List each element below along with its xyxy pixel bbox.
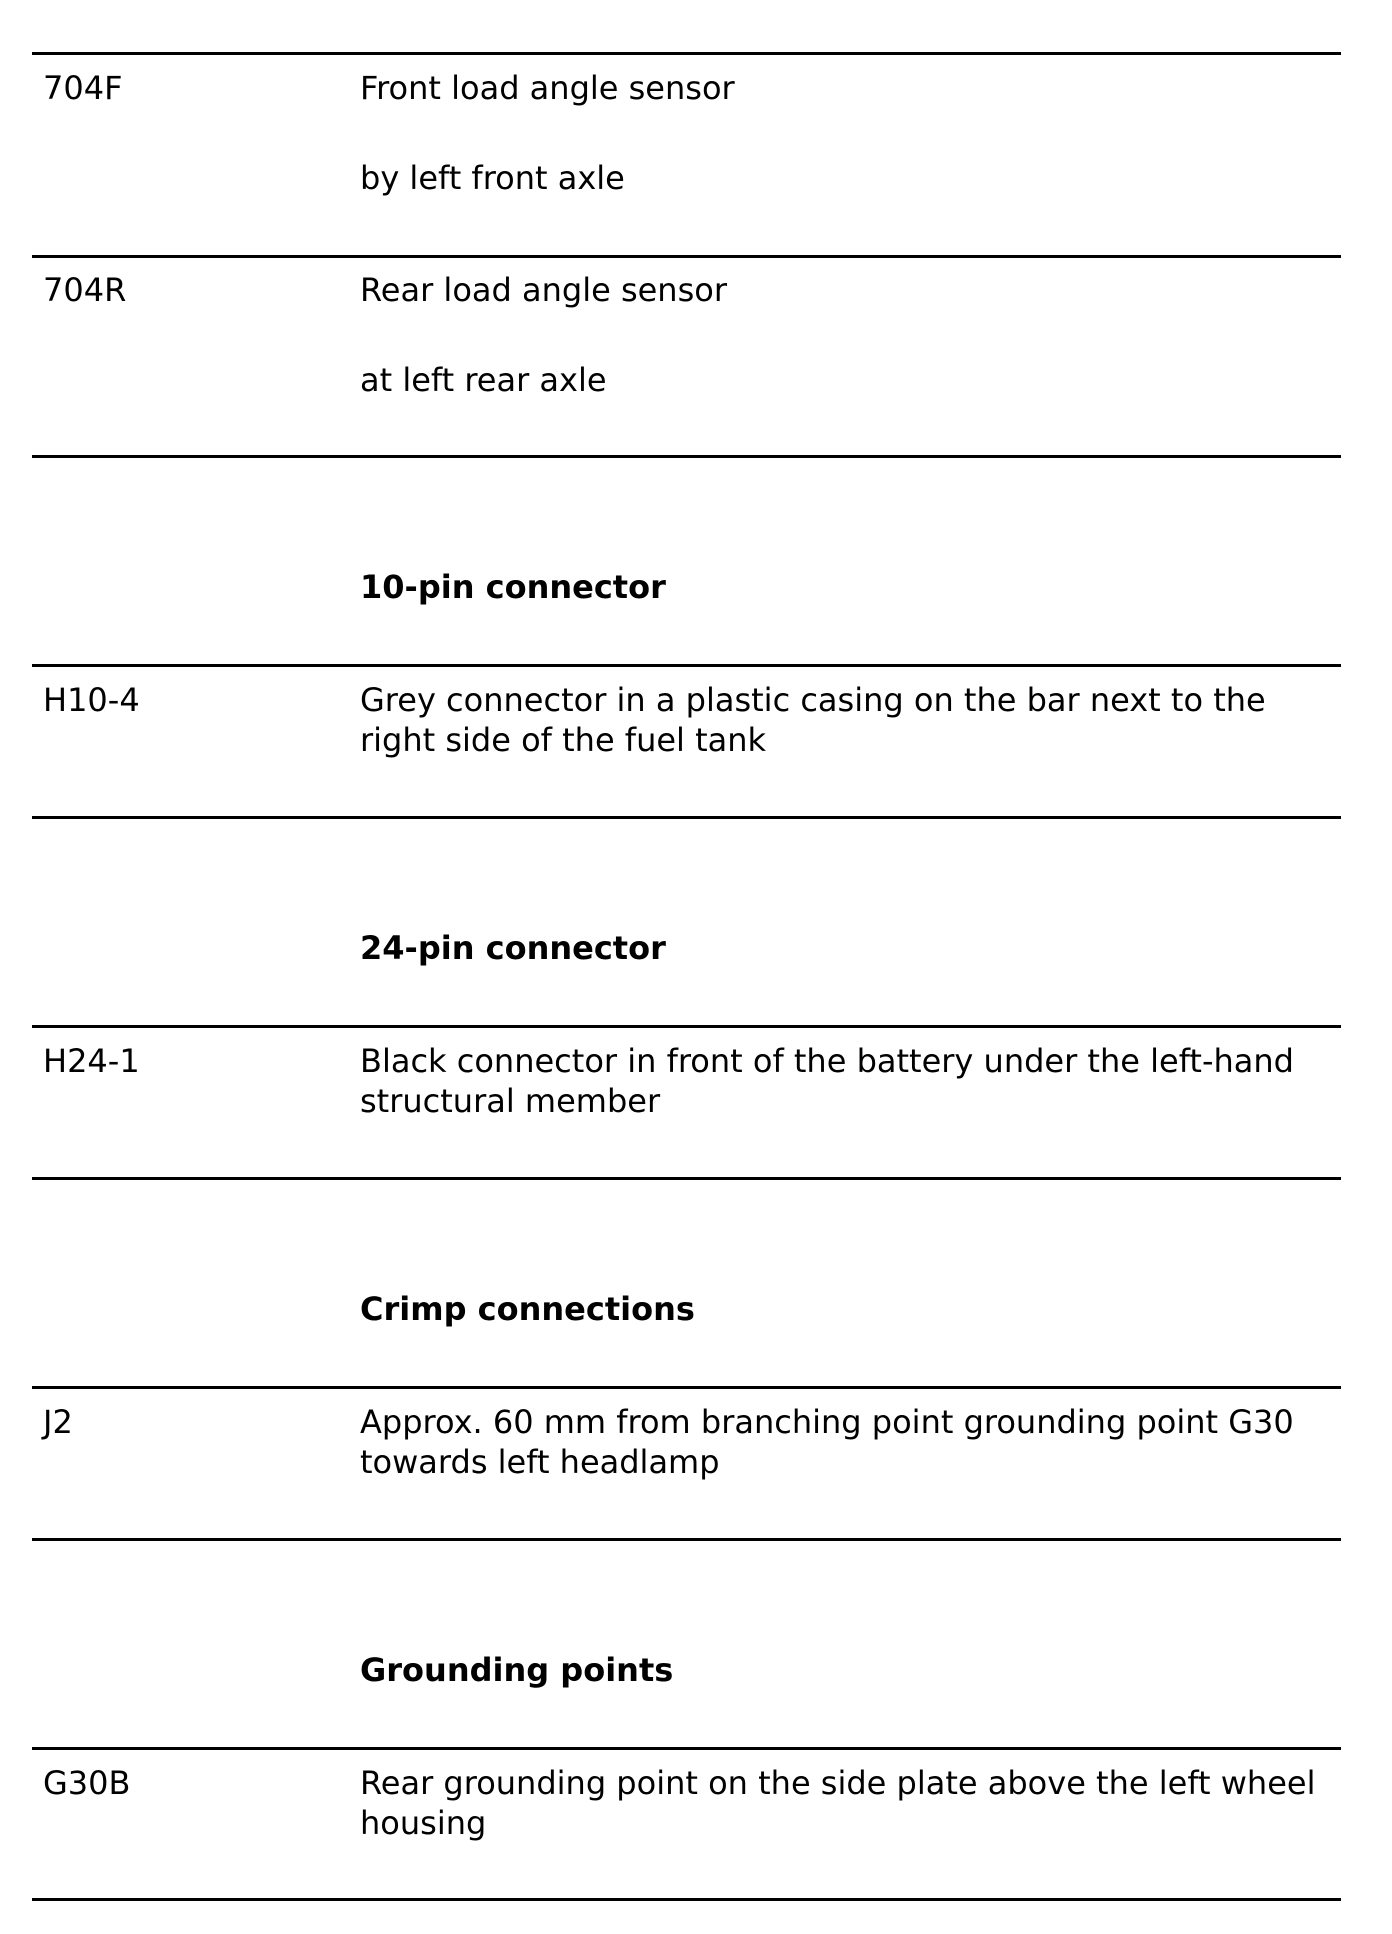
- table-divider: [32, 1538, 1341, 1541]
- table-divider: [32, 52, 1341, 55]
- component-code: H24-1: [43, 1042, 140, 1080]
- table-divider: [32, 664, 1341, 667]
- component-description: Approx. 60 mm from branching point grounding point G30 towards left headlamp: [360, 1403, 1294, 1481]
- component-location: at left rear axle: [360, 361, 607, 399]
- section-heading: Crimp connections: [360, 1290, 695, 1328]
- table-divider: [32, 1898, 1341, 1901]
- table-divider: [32, 816, 1341, 819]
- table-divider: [32, 1386, 1341, 1389]
- table-divider: [32, 1177, 1341, 1180]
- component-description: Rear grounding point on the side plate above the left wheel housing: [360, 1764, 1316, 1842]
- component-location: by left front axle: [360, 159, 625, 197]
- table-divider: [32, 255, 1341, 258]
- section-heading: 24-pin connector: [360, 929, 666, 967]
- component-code: 704R: [43, 271, 127, 309]
- component-description: Front load angle sensor: [360, 69, 735, 107]
- table-divider: [32, 455, 1341, 458]
- component-code: G30B: [43, 1764, 131, 1802]
- table-divider: [32, 1025, 1341, 1028]
- component-code: H10-4: [43, 681, 140, 719]
- component-description: Black connector in front of the battery under the left-hand structural member: [360, 1042, 1294, 1120]
- table-divider: [32, 1747, 1341, 1750]
- component-description: Rear load angle sensor: [360, 271, 727, 309]
- component-code: J2: [43, 1403, 73, 1441]
- section-heading: 10-pin connector: [360, 568, 666, 606]
- component-code: 704F: [43, 69, 123, 107]
- component-description: Grey connector in a plastic casing on the bar next to the right side of the fuel tank: [360, 681, 1266, 759]
- section-heading: Grounding points: [360, 1651, 674, 1689]
